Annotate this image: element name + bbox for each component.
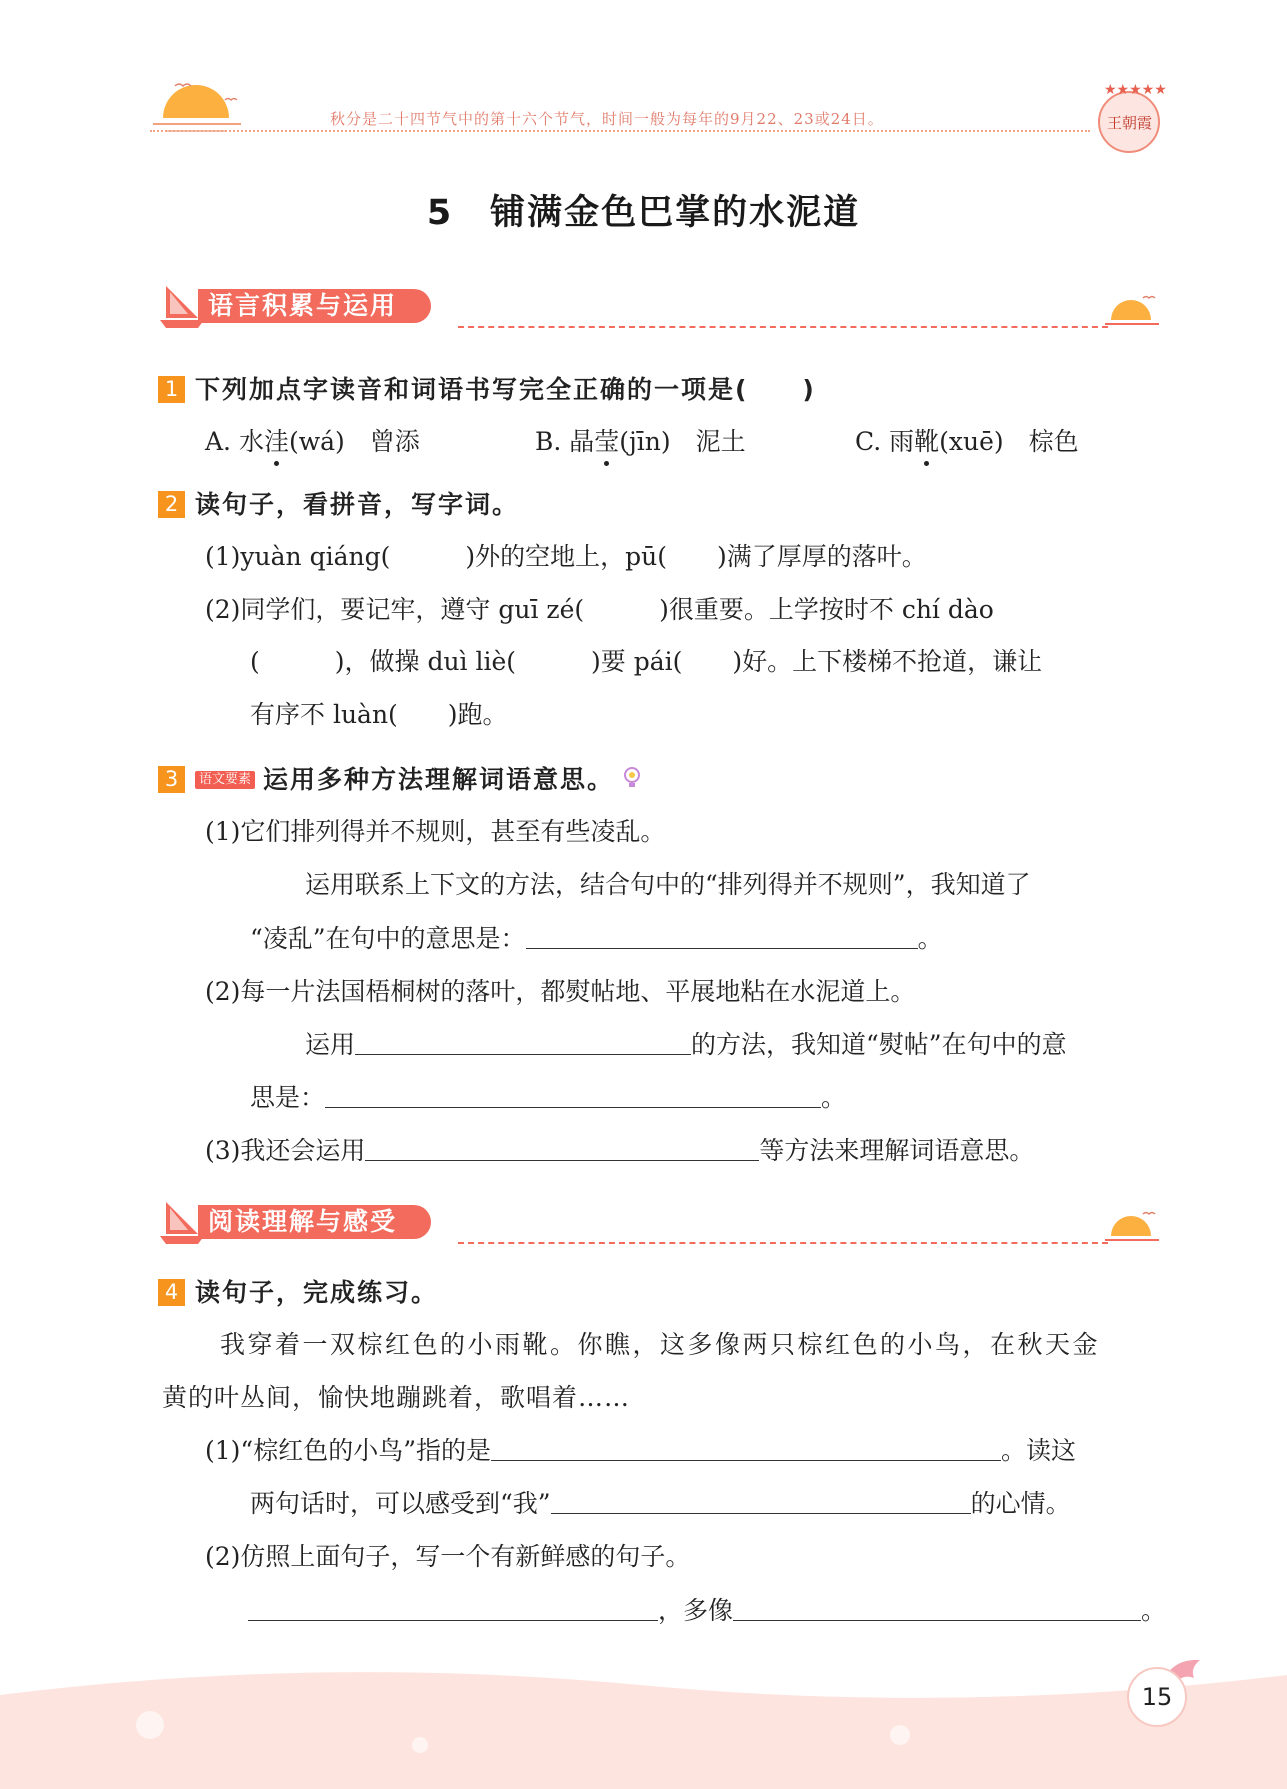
answer-blank[interactable] [733,1596,1141,1621]
answer-blank[interactable] [491,1436,1001,1461]
question-3-part-1-text: 运用联系上下文的方法，结合句中的“排列得并不规则”，我知道了 [305,870,1031,899]
reading-passage-line-1: 我穿着一双棕红色的小雨靴。你瞧，这多像两只棕红色的小鸟，在秋天金 [220,1330,1101,1359]
header-divider [150,130,1090,132]
option-a[interactable]: A. 水洼(wá) 曾添 [205,427,420,456]
lightbulb-icon [622,766,642,790]
question-2-line-1[interactable]: (1)yuàn qiáng( )外的空地上，pū( )满了厚厚的落叶。 [205,542,927,571]
page-title: 5 铺满金色巴掌的水泥道 [426,193,861,233]
question-3-part-2-text: 运用 的方法，我知道“熨帖”在句中的意 [305,1030,1067,1059]
svg-text:王朝霞: 王朝霞 [1107,114,1153,132]
reading-passage-line-2: 黄的叶丛间，愉快地蹦跳着，歌唱着…… [162,1383,631,1412]
answer-blank[interactable] [355,1030,691,1055]
question-3-part-2: (2)每一片法国梧桐树的落叶，都熨帖地、平展地粘在水泥道上。 [205,977,916,1006]
sunset-illustration [145,78,255,148]
answer-blank[interactable] [248,1596,658,1621]
header-note: 秋分是二十四节气中的第十六个节气，时间一般为每年的9月22、23或24日。 [330,110,884,128]
question-3-stem: 3 语文要素 运用多种方法理解词语意思。 [158,763,642,797]
answer-blank[interactable] [551,1489,971,1514]
svg-text:★★★★★: ★★★★★ [1104,82,1167,98]
question-1-options [205,425,1079,459]
question-number: 2 [158,491,185,518]
question-4-part-1: (1)“棕红色的小鸟”指的是 。读这 [205,1436,1076,1465]
sunset-icon [1103,1210,1163,1250]
question-1-stem: 1 下列加点字读音和词语书写完全正确的一项是( ) [158,373,816,407]
question-2-line-3[interactable]: ( )，做操 duì liè( )要 pái( )好。上下楼梯不抢道，谦让 [250,647,1043,676]
question-3-part-3: (3)我还会运用 等方法来理解词语意思。 [205,1136,1035,1165]
question-4-part-2: (2)仿照上面句子，写一个有新鲜感的句子。 [205,1542,691,1571]
question-2-line-2[interactable]: (2)同学们，要记牢，遵守 guī zé( )很重要。上学按时不 chí dào [205,595,994,624]
option-b[interactable]: B. 晶莹(jīn) 泥土 [535,427,746,456]
footer-wave [0,1655,1287,1789]
question-4-part-2-answer: ，多像 。 [248,1594,1166,1628]
question-number: 3 [158,766,185,793]
element-tag: 语文要素 [195,771,255,789]
question-number: 1 [158,376,185,403]
section-header-language [158,282,1158,332]
question-2-stem: 2 读句子，看拼音，写字词。 [158,488,519,522]
question-4-part-1-b: 两句话时，可以感受到“我” 的心情。 [250,1489,1071,1518]
question-number: 4 [158,1279,185,1306]
answer-blank[interactable] [526,924,918,949]
section-header-reading [158,1198,1158,1248]
question-3-part-1-answer: “凌乱”在句中的意思是： 。 [250,924,943,953]
question-4-stem: 4 读句子，完成练习。 [158,1276,438,1310]
section-title-language: 语言积累与运用 [198,289,431,323]
option-c[interactable]: C. 雨靴(xuē) 棕色 [855,427,1079,456]
question-3-part-1: (1)它们排列得并不规则，甚至有些凌乱。 [205,817,666,846]
section-divider [458,1242,1108,1244]
answer-blank[interactable] [325,1083,821,1108]
sunset-icon [1103,294,1163,334]
answer-blank[interactable] [365,1136,759,1161]
section-divider [458,326,1108,328]
section-title-reading: 阅读理解与感受 [198,1205,431,1239]
page-number: 15 [1127,1667,1187,1727]
logo-seal-icon [1092,78,1167,158]
question-3-part-2-answer: 思是： 。 [250,1083,847,1112]
question-2-line-4[interactable]: 有序不 luàn( )跑。 [250,700,508,729]
